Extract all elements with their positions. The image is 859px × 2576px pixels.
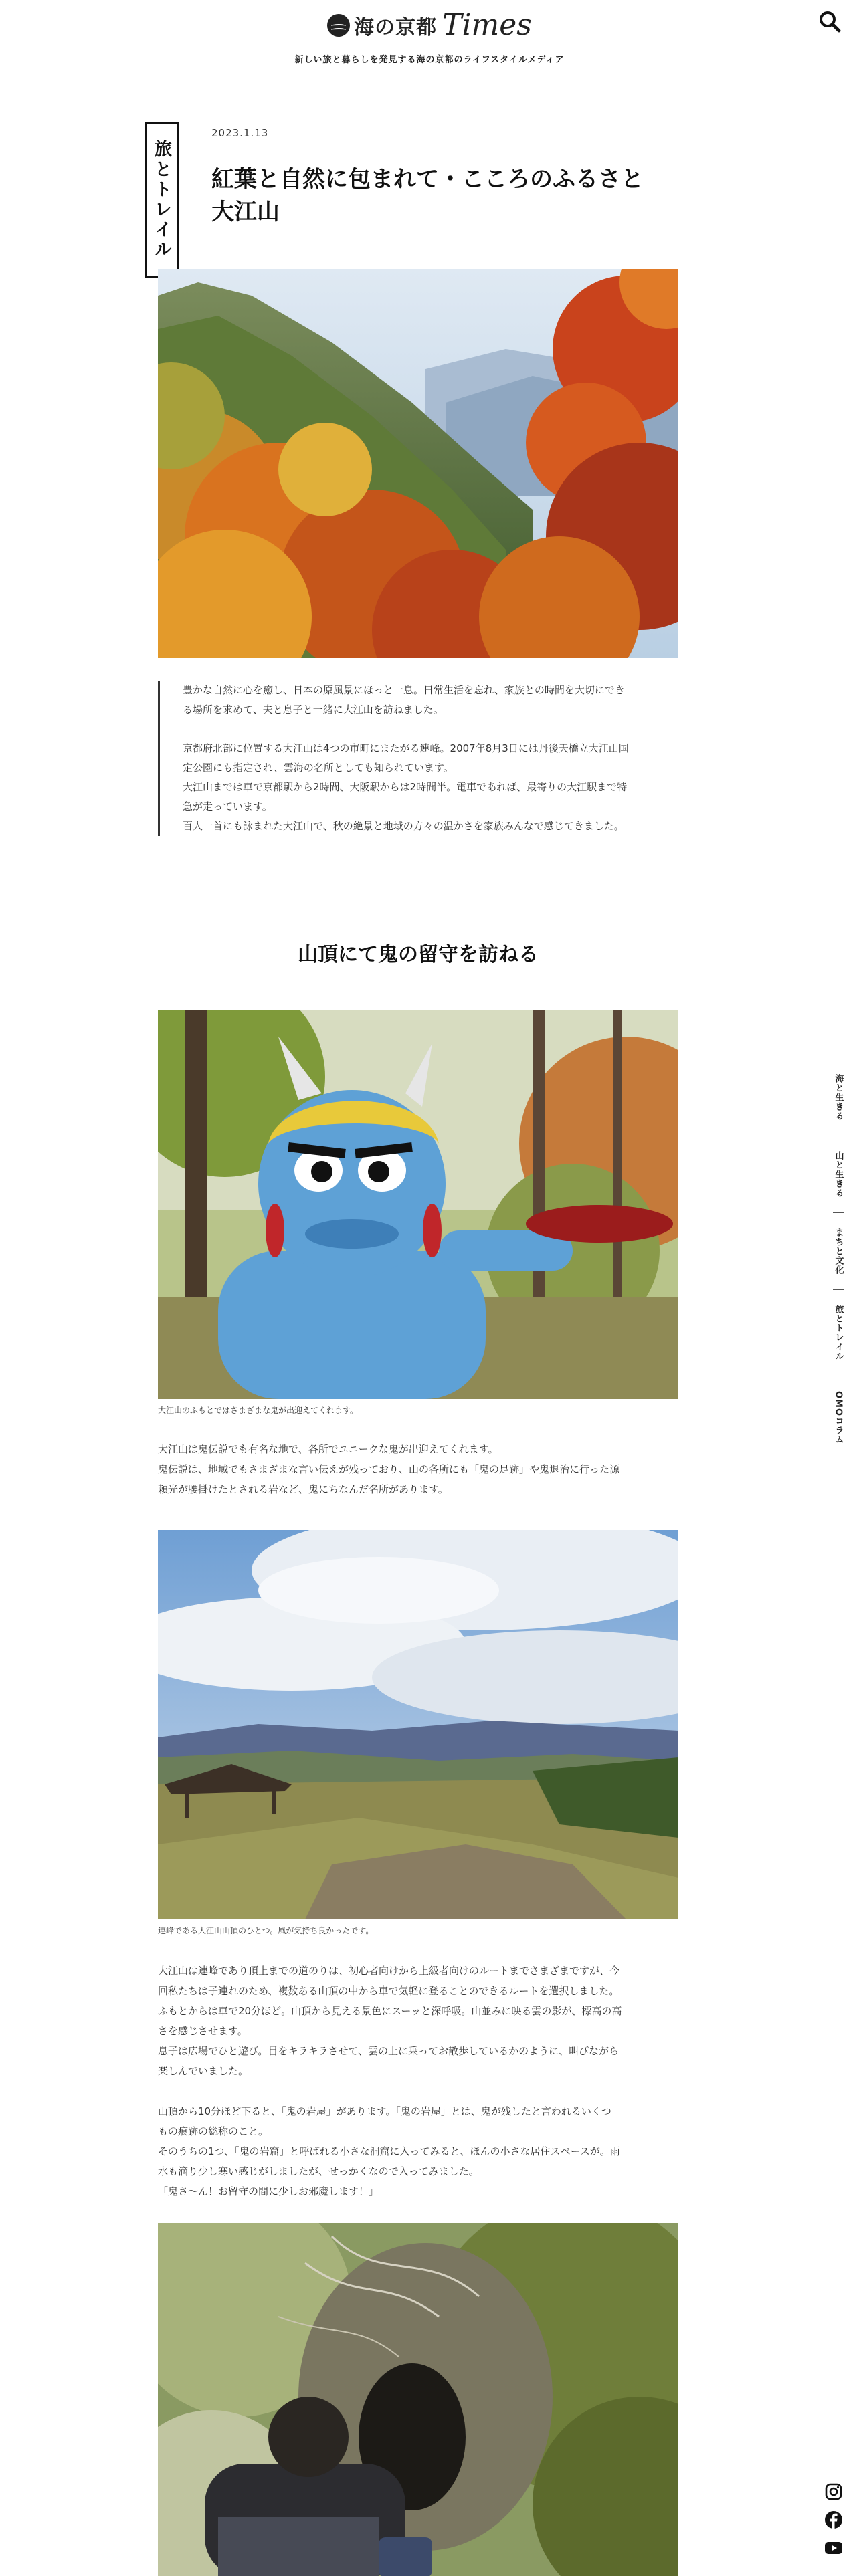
post-date: 2023.1.13 — [211, 127, 269, 139]
lead-line: 急が走っています。 — [183, 800, 272, 813]
lead-text — [158, 681, 678, 836]
site-tagline: 新しい旅と暮らしを発見する海の京都のライフスタイルメディア — [294, 55, 565, 65]
category-label: 旅とトレイル — [151, 140, 172, 260]
body-line: 水も滴り少し寒い感じがしましたが、せっかくなので入ってみました。 — [158, 2165, 479, 2177]
body-line: 息子は広場でひと遊び。目をキラキラさせて、雲の上に乗ってお散歩しているかのように、叫びながら — [158, 2045, 619, 2057]
logo-text-jp: 海の京都 — [354, 16, 438, 39]
lead-line: 豊かな自然に心を癒し、日本の原風景にほっと一息。日常生活を忘れ、家族との時間を大切にでき — [183, 684, 625, 696]
lead-line: 百人一首にも詠まれた大江山で、秋の絶景と地域の方々の温かさを家族みんなで感じてきました。 — [183, 820, 624, 832]
side-nav-item-town[interactable]: まちと文化 — [833, 1228, 844, 1275]
side-nav-item-sea[interactable]: 海と生きる — [833, 1074, 844, 1121]
body-line: 鬼伝説は、地域でもさまざまな言い伝えが残っており、山の各所にも「鬼の足跡」や鬼退治に行った源 — [158, 1463, 620, 1475]
wave-logo-icon — [327, 14, 350, 37]
site-logo[interactable] — [0, 8, 859, 42]
body-line: そのうちの1つ、「鬼の岩窟」と呼ばれる小さな洞窟に入ってみると、ほんの小さな居住スペースが。雨 — [158, 2145, 620, 2157]
photo-caption: 連峰である大江山山頂のひとつ。風が気持ち良かったです。 — [158, 1926, 374, 1935]
site-header — [0, 0, 859, 74]
hero-photo-autumn-mountains — [158, 269, 678, 658]
body-line: 山頂から10分ほど下ると、「鬼の岩屋」があります。「鬼の岩屋」とは、鬼が残したと言われるいくつ — [158, 2105, 611, 2117]
side-nav-item-trail[interactable]: 旅とトレイル — [833, 1305, 844, 1361]
body-paragraph — [158, 1961, 678, 2202]
section-heading — [158, 918, 678, 1011]
divider — [833, 1289, 844, 1290]
lead-line: る場所を求めて、夫と息子と一緒に大江山を訪ねました。 — [183, 704, 444, 716]
title-line-1: 紅葉と自然に包まれて・こころのふるさと — [211, 166, 644, 193]
search-button[interactable] — [816, 8, 843, 35]
side-nav-item-mountain[interactable]: 山と生きる — [833, 1151, 844, 1198]
title-line-2: 大江山 — [211, 199, 280, 226]
category-badge[interactable] — [145, 122, 179, 278]
side-nav — [827, 1070, 850, 1448]
body-line: ふもとからは車で20分ほど。山頂から見える景色にスーッと深呼吸。山並みに映る雲の影が、標高の高 — [158, 2005, 622, 2017]
body-line: 回私たちは子連れのため、複数ある山頂の中から車で気軽に登ることのできるルートを選択しました。 — [158, 1985, 619, 1997]
instagram-icon[interactable] — [824, 2482, 843, 2501]
divider — [833, 1212, 844, 1213]
lead-line: 定公園にも指定され、雲海の名所としても知られています。 — [183, 762, 454, 774]
logo-text-times: Times — [442, 8, 532, 42]
body-line: 大江山は鬼伝説でも有名な地で、各所でユニークな鬼が出迎えてくれます。 — [158, 1443, 498, 1455]
photo-summit-landscape — [158, 1530, 678, 1919]
body-line: 楽しんでいました。 — [158, 2065, 249, 2077]
youtube-icon[interactable] — [824, 2539, 843, 2557]
body-line: もの痕跡の総称のこと。 — [158, 2125, 269, 2137]
body-line: 大江山は連峰であり頂上までの道のりは、初心者向けから上級者向けのルートまでさまざまですが、今 — [158, 1965, 620, 1977]
page-title — [211, 163, 680, 229]
body-line: 「鬼さ〜ん！お留守の間に少しお邪魔します！」 — [158, 2185, 379, 2197]
photo-oni-cave — [158, 2223, 678, 2576]
body-paragraph — [158, 1439, 678, 1499]
lead-line: 大江山までは車で京都駅から2時間、大阪駅からは2時間半。電車であれば、最寄りの大江駅まで特 — [183, 781, 628, 793]
section-title: 山頂にて鬼の留守を訪ねる — [298, 943, 539, 966]
body-line: 頼光が腰掛けたとされる岩など、鬼にちなんだ名所があります。 — [158, 1483, 448, 1495]
body-line: さを感じさせます。 — [158, 2025, 248, 2037]
search-icon — [816, 8, 843, 35]
facebook-icon[interactable] — [824, 2510, 843, 2529]
photo-blue-oni-statue — [158, 1010, 678, 1399]
side-nav-item-column[interactable]: OMOコラム — [833, 1391, 844, 1445]
photo-caption: 大江山のふもとではさまざまな鬼が出迎えてくれます。 — [158, 1406, 359, 1415]
lead-line: 京都府北部に位置する大江山は4つの市町にまたがる連峰。2007年8月3日には丹後天橋立大江山国 — [183, 742, 629, 754]
social-links — [824, 2482, 843, 2557]
